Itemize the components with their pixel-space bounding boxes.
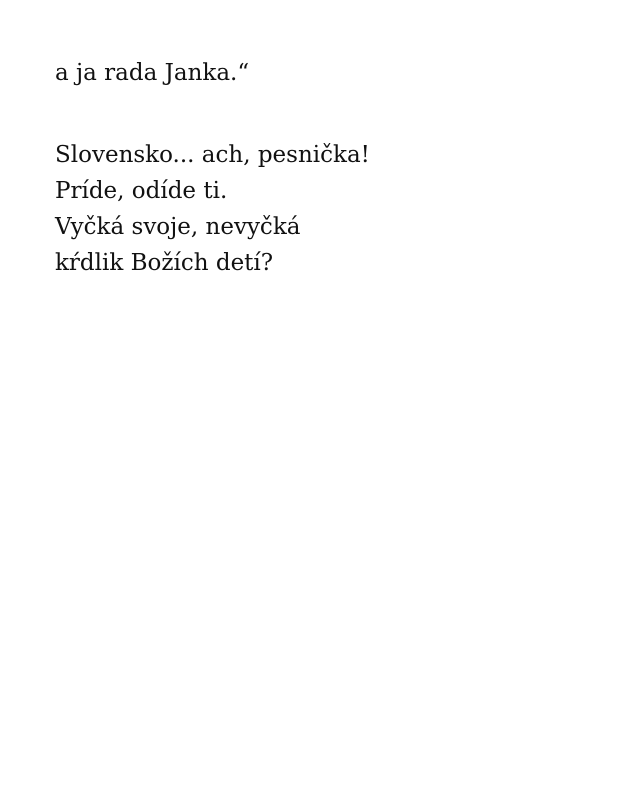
- poem-line: a ja rada Janka.“: [55, 60, 250, 86]
- poem-stanza-1: [55, 55, 249, 91]
- poem-line: Slovensko... ach, pesnička!: [55, 142, 370, 168]
- poem-line: Vyčká svoje, nevyčká: [55, 214, 301, 240]
- poem-stanza-2: [55, 137, 370, 281]
- poem-line: kŕdlik Božích detí?: [55, 250, 274, 276]
- poem-line: Príde, odíde ti.: [55, 178, 228, 204]
